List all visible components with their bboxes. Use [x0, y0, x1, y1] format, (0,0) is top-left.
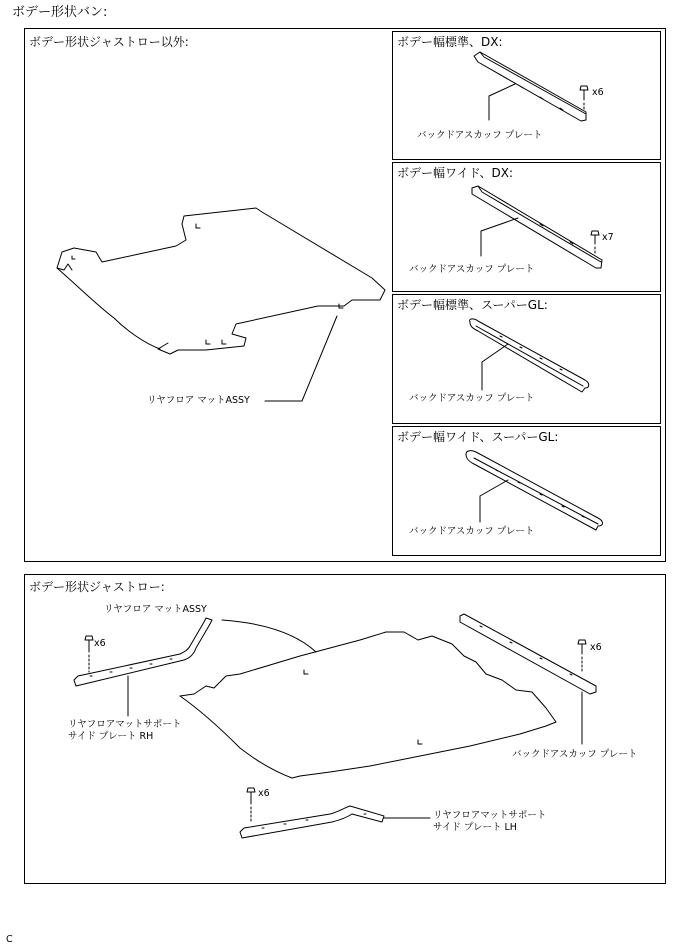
rh-support-side-plate-drawing [74, 618, 212, 716]
figure-code: C [6, 934, 13, 945]
mat-label-leader [265, 316, 337, 401]
panel-wide-dx-part-label: バックドアスカッフ プレート [409, 264, 535, 275]
scuff-plate-wide-supergl [466, 451, 603, 530]
panel-wide-supergl-title: ボデー幅ワイド、スーパーGL: [397, 430, 559, 444]
rh-bolt-qty: x6 [94, 638, 106, 649]
panel-std-dx-qty: x6 [592, 87, 604, 98]
lh-label-line1: リヤフロアマットサポート [433, 810, 547, 821]
rh-label-line2: サイド プレート RH [68, 731, 154, 742]
scuff-plate-wide-dx [472, 186, 602, 268]
lh-bolt-qty: x6 [258, 788, 270, 799]
section-non-just-low-title: ボデー形状ジャストロー以外: [29, 35, 189, 49]
lower-scuff-label: バックドアスカッフ プレート [512, 749, 638, 760]
page-title: ボデー形状バン: [12, 5, 108, 20]
panel-std-supergl-part-label: バックドアスカッフ プレート [409, 393, 535, 404]
scuff-plate-std-supergl [470, 319, 589, 392]
panel-wide-dx-title: ボデー幅ワイド、DX: [397, 166, 514, 180]
just-low-mat-label: リヤフロア マットASSY [104, 604, 207, 615]
panel-wide-supergl-part-label: バックドアスカッフ プレート [409, 526, 535, 537]
panel-std-supergl-title: ボデー幅標準、スーパーGL: [397, 298, 548, 312]
scuff-bolt-qty: x6 [590, 642, 602, 653]
section-just-low-title: ボデー形状ジャストロー: [29, 580, 165, 594]
panel-std-dx-title: ボデー幅標準、DX: [397, 35, 503, 49]
lower-scuff-plate-drawing [460, 614, 596, 744]
panel-wide-dx-qty: x7 [602, 232, 614, 243]
rear-floor-mat-drawing [57, 208, 385, 354]
scuff-plate-std-dx [474, 52, 588, 121]
lh-label-line2: サイド プレート LH [433, 822, 517, 833]
mat-label: リヤフロア マットASSY [147, 395, 250, 406]
panel-std-dx-part-label: バックドアスカッフ プレート [417, 130, 543, 141]
rh-label-line1: リヤフロアマットサポート [68, 719, 182, 730]
